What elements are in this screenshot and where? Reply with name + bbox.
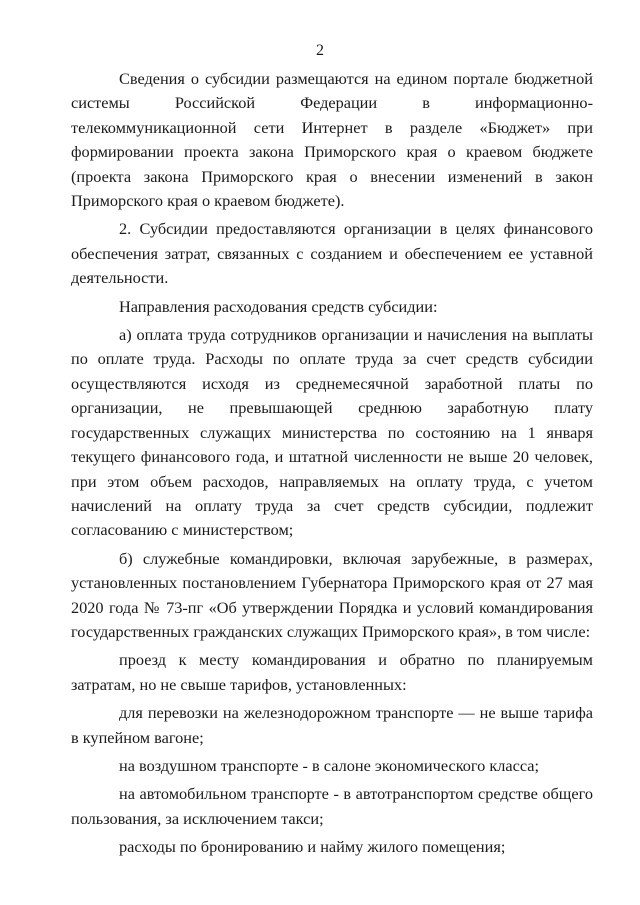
paragraph-item-b-business-trips: б) служебные командировки, включая зарубежные, в размерах, установленных постановлением Губернатора Приморского края от 27 мая 2020 года № 73-пг «Об утверждении Порядка и условий командирования государственных гражданских служащих Приморского края», в том числе: bbox=[71, 548, 593, 641]
paragraph-road-transport: на автомобильном транспорте - в автотранспортом средстве общего пользования, за исключением такси; bbox=[71, 784, 593, 828]
paragraph-accommodation: расходы по бронированию и найму жилого помещения; bbox=[119, 837, 506, 857]
page-number: 2 bbox=[316, 42, 324, 59]
paragraph-item-a-salaries: а) оплата труда сотрудников организации и начисления на выплаты по оплате труда. Расходы по оплате труда за счет средств субсидии осуществляются исходя из среднемесячной заработной платы по организации, не превышающей среднюю заработную плату государственных служащих министерства по состоянию на 1 января текущего финансового года, и штатной численности не выше 20 человек, при этом объем расходов, направляемых на оплату труда, с учетом начислений на оплату труда за счет средств субсидии, подлежит согласованию с министерством; bbox=[71, 325, 593, 540]
paragraph-subsidy-info: Сведения о субсидии размещаются на едином портале бюджетной системы Российской Федерации в информационно-телекоммуникационной сети Интернет в разделе «Бюджет» при формировании проекта закона Приморского края о краевом бюджете (проекта закона Приморского края о внесении изменений в закон Приморского края о краевом бюджете). bbox=[71, 69, 593, 211]
paragraph-travel-to-destination: проезд к месту командирования и обратно по планируемым затратам, но не свыше тарифов, установленных: bbox=[71, 650, 593, 694]
paragraph-spending-directions: Направления расходования средств субсидии: bbox=[119, 296, 438, 316]
paragraph-subsidy-purpose: 2. Субсидии предоставляются организации в целях финансового обеспечения затрат, связанных с созданием и обеспечением ее уставной деятельности. bbox=[71, 219, 593, 288]
document-body bbox=[71, 67, 593, 860]
paragraph-air-transport: на воздушном транспорте - в салоне экономического класса; bbox=[119, 755, 540, 775]
paragraph-railway-transport: для перевозки на железнодорожном транспорте — не выше тарифа в купейном вагоне; bbox=[71, 703, 593, 747]
